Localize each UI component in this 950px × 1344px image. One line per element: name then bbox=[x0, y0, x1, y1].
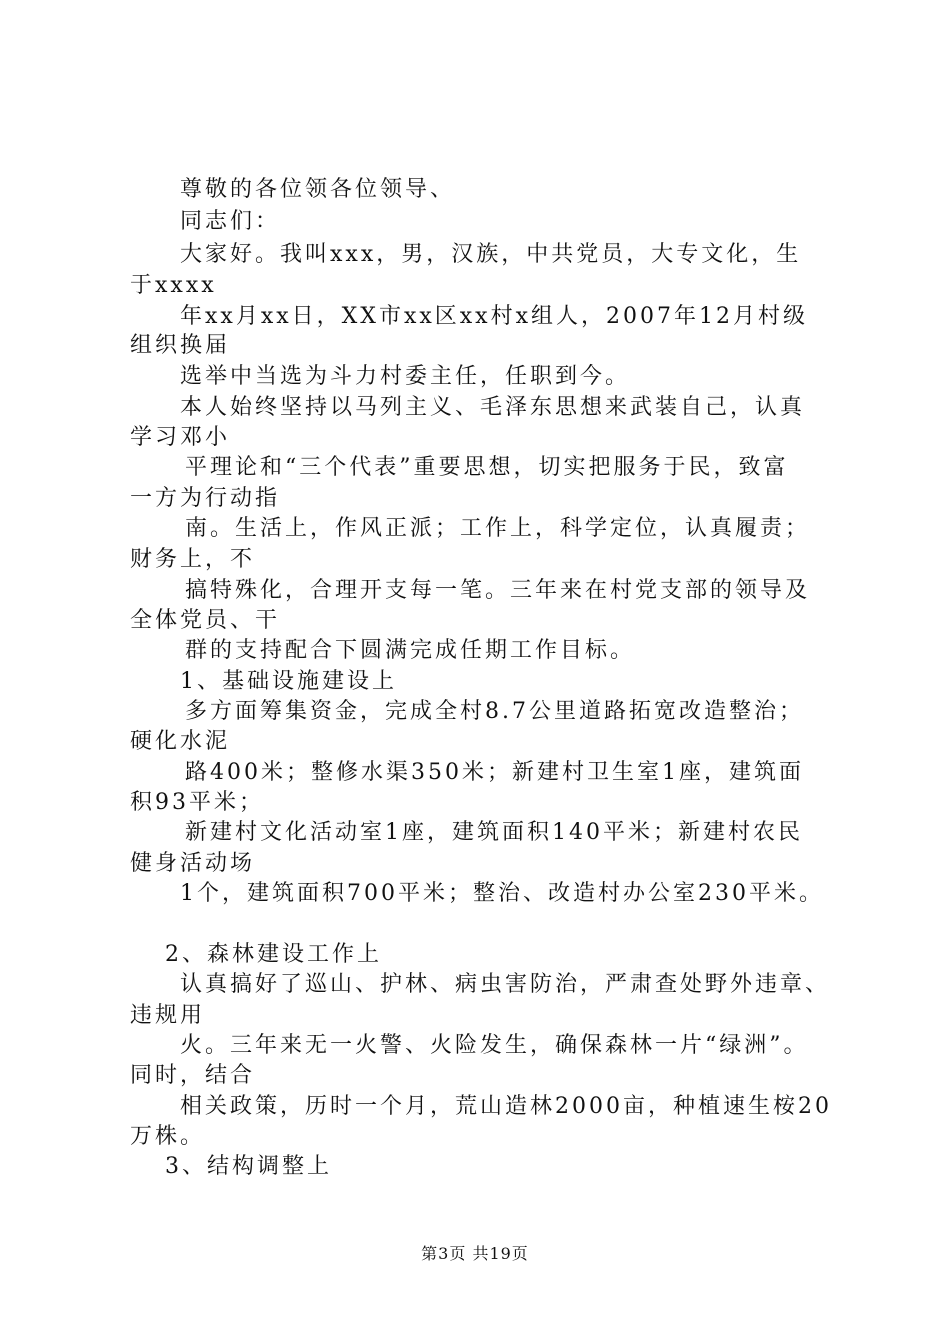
paragraph-line: 南。生活上，作风正派；工作上，科学定位，认真履责； bbox=[185, 516, 811, 541]
paragraph-line: 相关政策，历时一个月，荒山造林2000亩，种植速生桉20 bbox=[180, 1094, 832, 1119]
paragraph-line: 万株。 bbox=[130, 1124, 206, 1149]
paragraph-line: 本人始终坚持以马列主义、毛泽东思想来武装自己，认真 bbox=[180, 395, 806, 420]
section-heading: 1、基础设施建设上 bbox=[180, 669, 397, 694]
paragraph-line: 选举中当选为斗力村委主任，任职到今。 bbox=[180, 364, 631, 389]
paragraph-line: 一方为行动指 bbox=[130, 486, 281, 511]
paragraph-line: 同时，结合 bbox=[130, 1063, 256, 1088]
paragraph-line: 群的支持配合下圆满完成任期工作目标。 bbox=[185, 638, 636, 663]
paragraph-line: 认真搞好了巡山、护林、病虫害防治，严肃查处野外违章、 bbox=[180, 972, 831, 997]
paragraph-line: 年xx月xx日，XX市xx区xx村x组人，2007年12月村级 bbox=[180, 304, 808, 329]
paragraph-line: 平理论和“三个代表”重要思想，切实把服务于民，致富 bbox=[185, 455, 789, 480]
paragraph-line: 路400米；整修水渠350米；新建村卫生室1座，建筑面 bbox=[185, 760, 804, 785]
section-heading: 3、结构调整上 bbox=[165, 1154, 332, 1179]
paragraph-line: 健身活动场 bbox=[130, 851, 256, 876]
paragraph-line: 组织换届 bbox=[130, 333, 231, 358]
paragraph-line: 违规用 bbox=[130, 1003, 206, 1028]
paragraph-line: 积93平米； bbox=[130, 790, 264, 815]
paragraph-line: 学习邓小 bbox=[130, 425, 231, 450]
page-number-footer: 第3页 共19页 bbox=[421, 1244, 529, 1263]
salutation-line-2: 同志们： bbox=[180, 209, 281, 234]
paragraph-line: 硬化水泥 bbox=[130, 729, 231, 754]
paragraph-line: 财务上，不 bbox=[130, 547, 256, 572]
paragraph-line: 火。三年来无一火警、火险发生，确保森林一片“绿洲”。 bbox=[180, 1033, 809, 1058]
section-heading: 2、森林建设工作上 bbox=[165, 942, 382, 967]
salutation-line-1: 尊敬的各位领各位领导、 bbox=[180, 177, 456, 202]
paragraph-line: 全体党员、干 bbox=[130, 608, 281, 633]
paragraph-line: 新建村文化活动室1座，建筑面积140平米；新建村农民 bbox=[185, 820, 803, 845]
paragraph-line: 大家好。我叫xxx，男，汉族，中共党员，大专文化，生 bbox=[180, 242, 802, 267]
paragraph-line: 多方面筹集资金，完成全村8.7公里道路拓宽改造整治； bbox=[185, 699, 804, 724]
paragraph-line: 1个，建筑面积700平米；整治、改造村办公室230平米。 bbox=[180, 881, 824, 906]
paragraph-line: 搞特殊化，合理开支每一笔。三年来在村党支部的领导及 bbox=[185, 578, 811, 603]
paragraph-line: 于xxxx bbox=[130, 273, 217, 298]
